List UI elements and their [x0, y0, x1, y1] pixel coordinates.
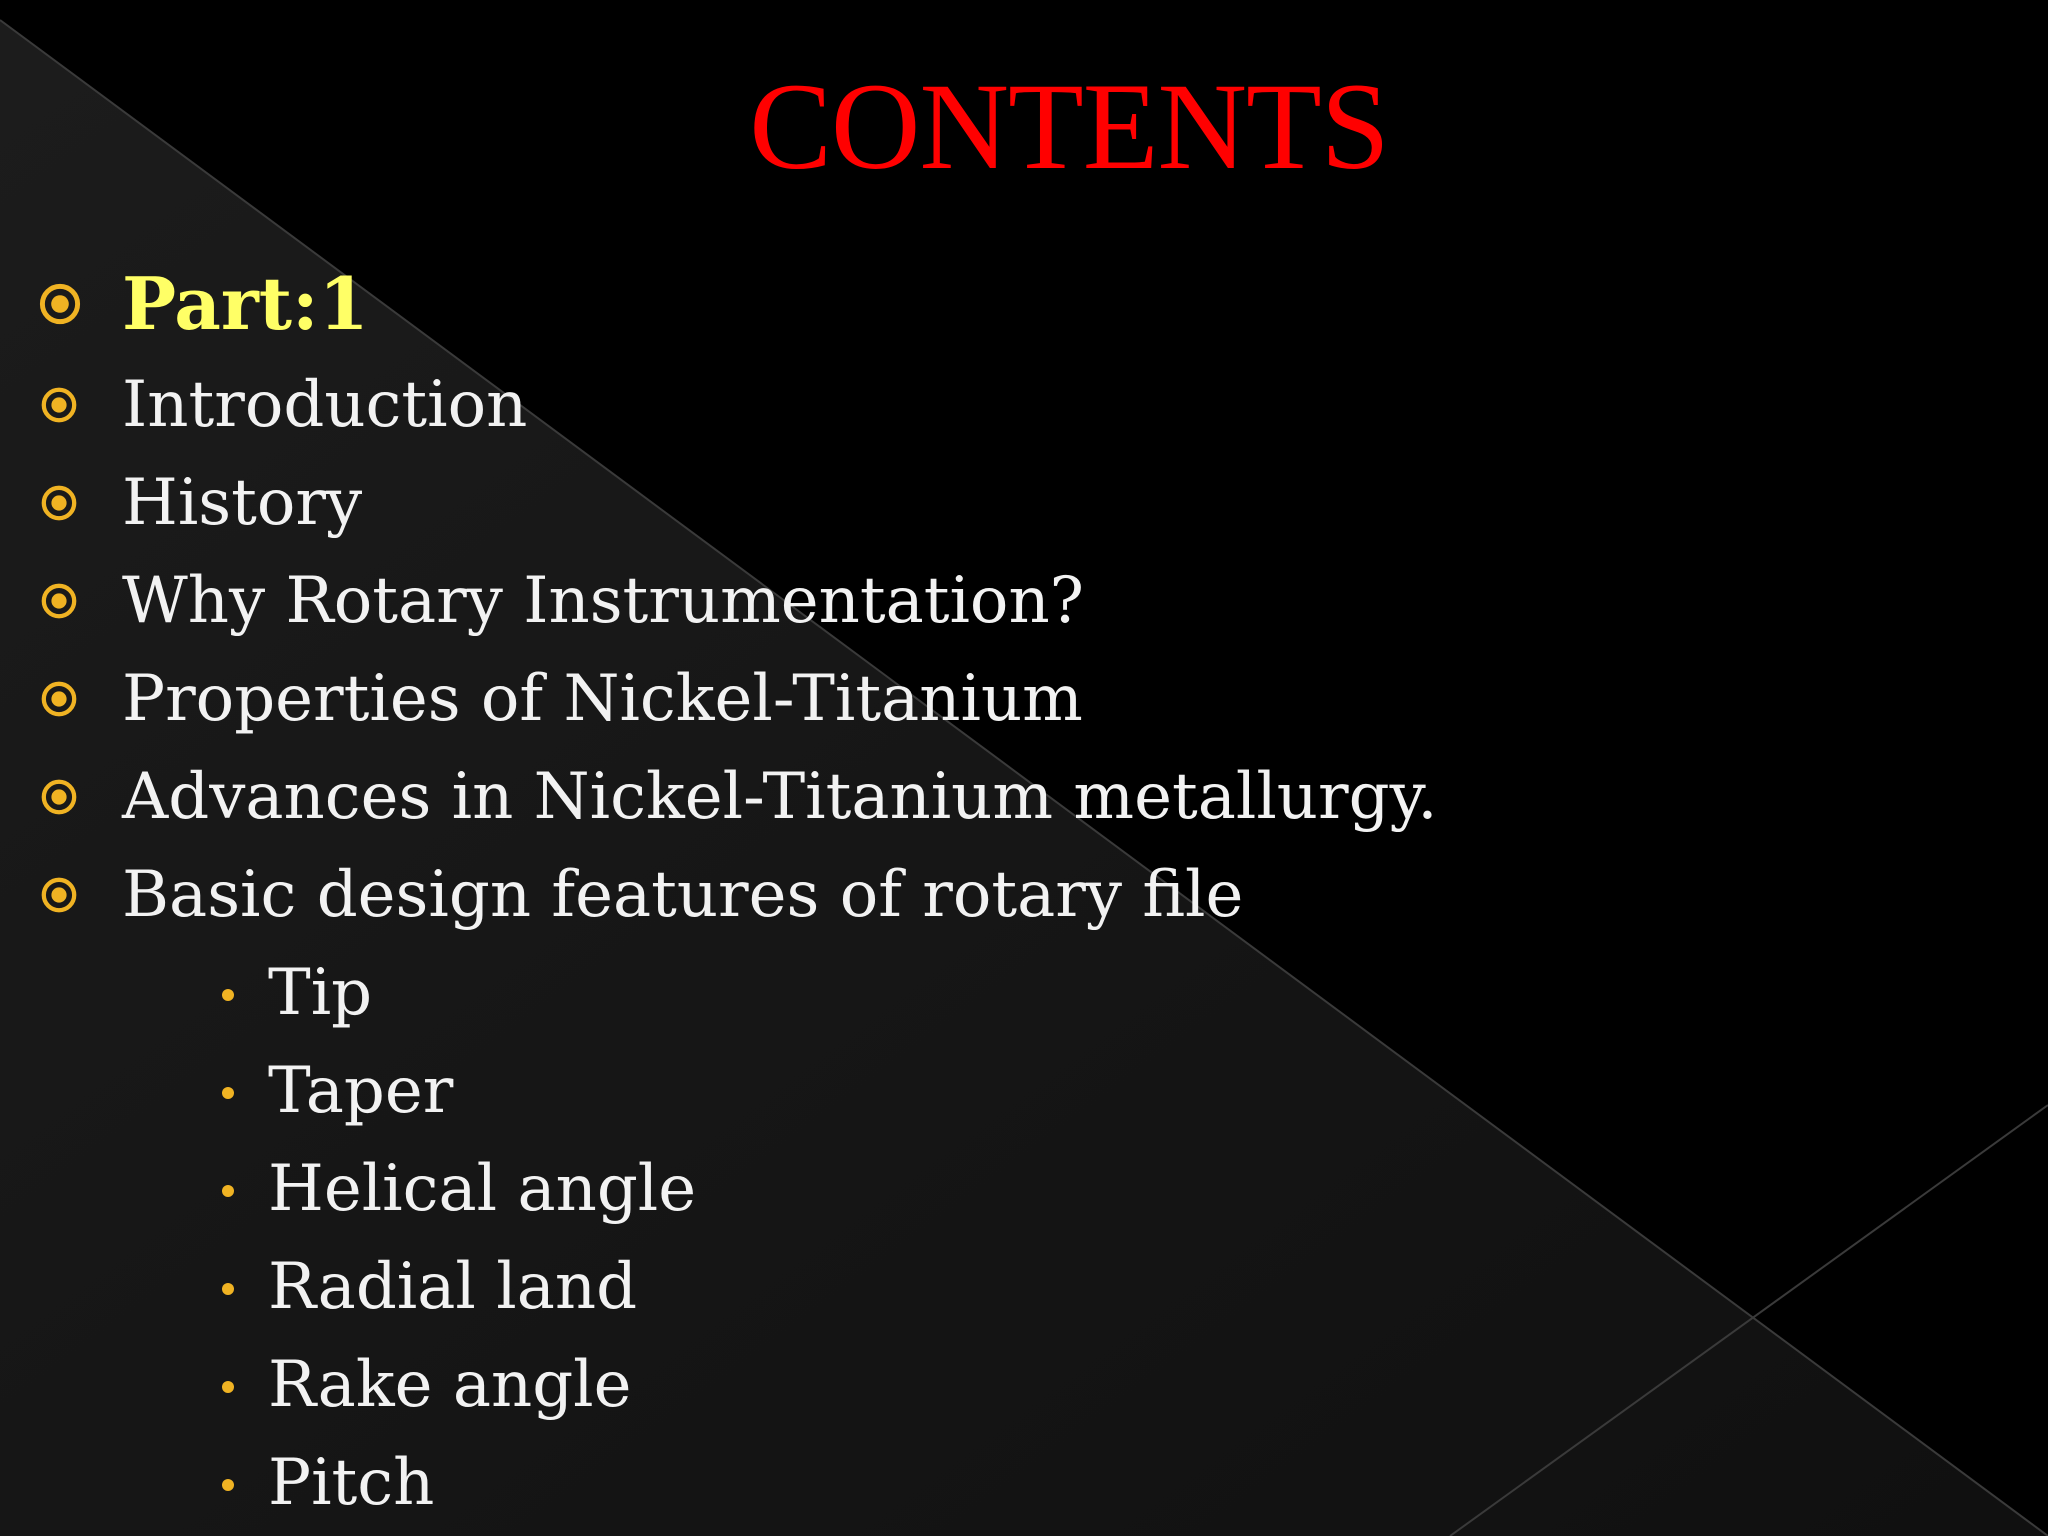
ring-bullet-icon [40, 386, 78, 424]
list-item-text: Part:1 [122, 261, 369, 346]
list-item [0, 552, 2048, 650]
dot-bullet-icon [222, 1283, 234, 1295]
list-item [0, 650, 2048, 748]
sub-list-item [0, 944, 2048, 1042]
contents-list [0, 252, 2048, 1532]
list-item-text: Introduction [122, 368, 528, 442]
list-item [0, 252, 2048, 356]
list-item-text: Basic design features of rotary file [122, 858, 1244, 932]
ring-bullet-icon [40, 484, 78, 522]
sub-list-item [0, 1140, 2048, 1238]
sub-list-item-text: Rake angle [268, 1348, 632, 1422]
sub-list-item-text: Taper [268, 1054, 454, 1128]
ring-bullet-icon [40, 778, 78, 816]
list-item-text: History [122, 466, 363, 540]
list-item [0, 748, 2048, 846]
list-item-text: Properties of Nickel-Titanium [122, 662, 1083, 736]
ring-bullet-icon [40, 876, 78, 914]
ring-bullet-icon [40, 680, 78, 718]
sub-list-item [0, 1434, 2048, 1532]
sub-list-item [0, 1238, 2048, 1336]
dot-bullet-icon [222, 1381, 234, 1393]
sub-list-item-text: Helical angle [268, 1152, 697, 1226]
ring-bullet-icon [40, 582, 78, 620]
list-item-text: Advances in Nickel-Titanium metallurgy. [122, 760, 1438, 834]
list-item [0, 846, 2048, 944]
sub-list-item-text: Tip [268, 956, 373, 1030]
dot-bullet-icon [222, 1087, 234, 1099]
list-item-text: Why Rotary Instrumentation? [122, 564, 1084, 638]
sub-list-item [0, 1042, 2048, 1140]
ring-bullet-icon [38, 282, 82, 326]
dot-bullet-icon [222, 1479, 234, 1491]
list-item [0, 356, 2048, 454]
sub-list-item-text: Radial land [268, 1250, 638, 1324]
sub-list-item-text: Pitch [268, 1446, 435, 1520]
slide-title: CONTENTS [749, 58, 1389, 195]
sub-list-item [0, 1336, 2048, 1434]
list-item [0, 454, 2048, 552]
dot-bullet-icon [222, 989, 234, 1001]
dot-bullet-icon [222, 1185, 234, 1197]
